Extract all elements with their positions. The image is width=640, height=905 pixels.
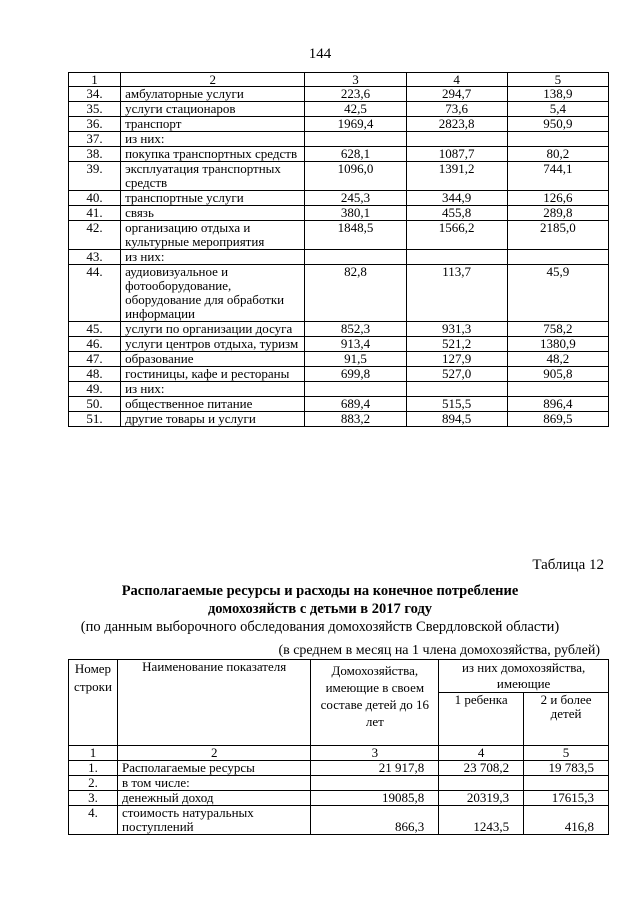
value-col5: 2185,0	[507, 221, 608, 250]
row-number: 41.	[69, 206, 121, 221]
row-number: 50.	[69, 397, 121, 412]
row-number: 46.	[69, 337, 121, 352]
value-col4	[406, 382, 507, 397]
row-number: 48.	[69, 367, 121, 382]
row-name: гостиницы, кафе и рестораны	[121, 367, 305, 382]
value-col4: 455,8	[406, 206, 507, 221]
row-name: аудиовизуальное и фотооборудование, оборудование для обработки информации	[121, 265, 305, 322]
value-col4: 294,7	[406, 87, 507, 102]
table-row	[69, 102, 609, 117]
page-number: 144	[308, 46, 332, 62]
value-col4: 515,5	[406, 397, 507, 412]
value-col3: 699,8	[305, 367, 406, 382]
value-col4	[406, 132, 507, 147]
table-title-line-2: домохозяйств с детьми в 2017 году	[207, 601, 433, 617]
header-name: Наименование показателя	[117, 660, 310, 746]
value-col3: 91,5	[305, 352, 406, 367]
value-col3: 689,4	[305, 397, 406, 412]
row-number: 1.	[69, 761, 118, 776]
value-col5: 289,8	[507, 206, 608, 221]
row-name: денежный доход	[117, 791, 310, 806]
value-col3: 883,2	[305, 412, 406, 427]
table-row	[69, 117, 609, 132]
row-number: 44.	[69, 265, 121, 322]
row-number: 43.	[69, 250, 121, 265]
header-num: Номер строки	[69, 660, 118, 746]
value-col3	[305, 382, 406, 397]
header-cell: 4	[406, 73, 507, 87]
row-number: 38.	[69, 147, 121, 162]
value-col4: 2823,8	[406, 117, 507, 132]
value-col5	[507, 250, 608, 265]
value-col4: 1391,2	[406, 162, 507, 191]
value-col4	[439, 776, 524, 791]
table-row	[69, 162, 609, 191]
value-col5: 416,8	[524, 806, 609, 835]
row-name: услуги по организации досуга	[121, 322, 305, 337]
table-title-line-1: Располагаемые ресурсы и расходы на конечное потребление	[121, 583, 519, 599]
value-col5: 19 783,5	[524, 761, 609, 776]
table-row	[69, 761, 609, 776]
header-col3: Домохозяйства, имеющие в своем составе детей до 16 лет	[311, 660, 439, 746]
value-col5	[507, 132, 608, 147]
row-number: 40.	[69, 191, 121, 206]
row-name: амбулаторные услуги	[121, 87, 305, 102]
row-number: 42.	[69, 221, 121, 250]
value-col5: 5,4	[507, 102, 608, 117]
value-col3: 245,3	[305, 191, 406, 206]
value-col5: 80,2	[507, 147, 608, 162]
value-col5: 869,5	[507, 412, 608, 427]
value-col3: 852,3	[305, 322, 406, 337]
value-col3: 1096,0	[305, 162, 406, 191]
value-col4: 931,3	[406, 322, 507, 337]
table-row	[69, 776, 609, 791]
value-col4: 527,0	[406, 367, 507, 382]
table-row	[69, 322, 609, 337]
value-col3: 1848,5	[305, 221, 406, 250]
value-col5: 758,2	[507, 322, 608, 337]
unit-note: (в среднем в месяц на 1 члена домохозяйства, рублей)	[278, 643, 600, 658]
table-row	[69, 412, 609, 427]
table-row	[69, 206, 609, 221]
row-name: из них:	[121, 382, 305, 397]
table-row	[69, 397, 609, 412]
row-number: 2.	[69, 776, 118, 791]
header-col4: 1 ребенка	[439, 693, 524, 746]
value-col3	[311, 776, 439, 791]
row-number: 47.	[69, 352, 121, 367]
row-number: 49.	[69, 382, 121, 397]
value-col5: 126,6	[507, 191, 608, 206]
value-col4: 521,2	[406, 337, 507, 352]
row-name: образование	[121, 352, 305, 367]
index-cell: 1	[69, 746, 118, 761]
value-col3: 42,5	[305, 102, 406, 117]
row-name: услуги стационаров	[121, 102, 305, 117]
table-row	[69, 132, 609, 147]
value-col4: 23 708,2	[439, 761, 524, 776]
table-header-row	[69, 73, 609, 87]
value-col5: 138,9	[507, 87, 608, 102]
expenses-table	[68, 72, 609, 427]
table-row	[69, 250, 609, 265]
index-cell: 2	[117, 746, 310, 761]
row-number: 36.	[69, 117, 121, 132]
table-subtitle: (по данным выборочного обследования домохозяйств Свердловской области)	[80, 619, 560, 635]
table-row	[69, 87, 609, 102]
header-col5: 2 и более детей	[524, 693, 609, 746]
row-number: 39.	[69, 162, 121, 191]
row-number: 35.	[69, 102, 121, 117]
row-name: транспортные услуги	[121, 191, 305, 206]
value-col3: 380,1	[305, 206, 406, 221]
value-col5: 45,9	[507, 265, 608, 322]
value-col4: 113,7	[406, 265, 507, 322]
value-col5	[524, 776, 609, 791]
table-row	[69, 337, 609, 352]
table-header-row	[69, 660, 609, 693]
row-name: стоимость натуральных поступлений	[117, 806, 310, 835]
row-name: эксплуатация транспортных средств	[121, 162, 305, 191]
row-number: 45.	[69, 322, 121, 337]
value-col5: 48,2	[507, 352, 608, 367]
value-col5: 17615,3	[524, 791, 609, 806]
value-col3: 913,4	[305, 337, 406, 352]
value-col4: 73,6	[406, 102, 507, 117]
row-name: услуги центров отдыха, туризм	[121, 337, 305, 352]
value-col5: 744,1	[507, 162, 608, 191]
header-cell: 1	[69, 73, 121, 87]
value-col3: 866,3	[311, 806, 439, 835]
row-name: транспорт	[121, 117, 305, 132]
value-col5	[507, 382, 608, 397]
value-col4	[406, 250, 507, 265]
value-col5: 896,4	[507, 397, 608, 412]
value-col3	[305, 132, 406, 147]
table-row	[69, 791, 609, 806]
header-group: из них домохозяйства, имеющие	[439, 660, 609, 693]
table-row	[69, 191, 609, 206]
index-row	[69, 746, 609, 761]
value-col5: 950,9	[507, 117, 608, 132]
value-col3: 628,1	[305, 147, 406, 162]
row-name: другие товары и услуги	[121, 412, 305, 427]
row-name: в том числе:	[117, 776, 310, 791]
row-name: общественное питание	[121, 397, 305, 412]
row-number: 4.	[69, 806, 118, 835]
row-name: Располагаемые ресурсы	[117, 761, 310, 776]
value-col3: 1969,4	[305, 117, 406, 132]
table-row	[69, 367, 609, 382]
value-col4: 20319,3	[439, 791, 524, 806]
value-col4: 127,9	[406, 352, 507, 367]
row-number: 51.	[69, 412, 121, 427]
value-col4: 894,5	[406, 412, 507, 427]
table-row	[69, 352, 609, 367]
row-number: 34.	[69, 87, 121, 102]
row-number: 3.	[69, 791, 118, 806]
value-col4: 344,9	[406, 191, 507, 206]
value-col3: 21 917,8	[311, 761, 439, 776]
resources-table	[68, 659, 609, 835]
value-col3	[305, 250, 406, 265]
value-col3: 223,6	[305, 87, 406, 102]
value-col5: 905,8	[507, 367, 608, 382]
header-cell: 5	[507, 73, 608, 87]
table-row	[69, 382, 609, 397]
table-row	[69, 806, 609, 835]
table-row	[69, 221, 609, 250]
table-row	[69, 147, 609, 162]
table-label: Таблица 12	[532, 557, 604, 573]
value-col4: 1243,5	[439, 806, 524, 835]
value-col4: 1566,2	[406, 221, 507, 250]
index-cell: 4	[439, 746, 524, 761]
value-col5: 1380,9	[507, 337, 608, 352]
index-cell: 3	[311, 746, 439, 761]
value-col3: 82,8	[305, 265, 406, 322]
row-name: организацию отдыха и культурные мероприятия	[121, 221, 305, 250]
row-number: 37.	[69, 132, 121, 147]
value-col3: 19085,8	[311, 791, 439, 806]
row-name: из них:	[121, 132, 305, 147]
row-name: покупка транспортных средств	[121, 147, 305, 162]
header-cell: 3	[305, 73, 406, 87]
header-cell: 2	[121, 73, 305, 87]
index-cell: 5	[524, 746, 609, 761]
table-row	[69, 265, 609, 322]
value-col4: 1087,7	[406, 147, 507, 162]
row-name: связь	[121, 206, 305, 221]
row-name: из них:	[121, 250, 305, 265]
